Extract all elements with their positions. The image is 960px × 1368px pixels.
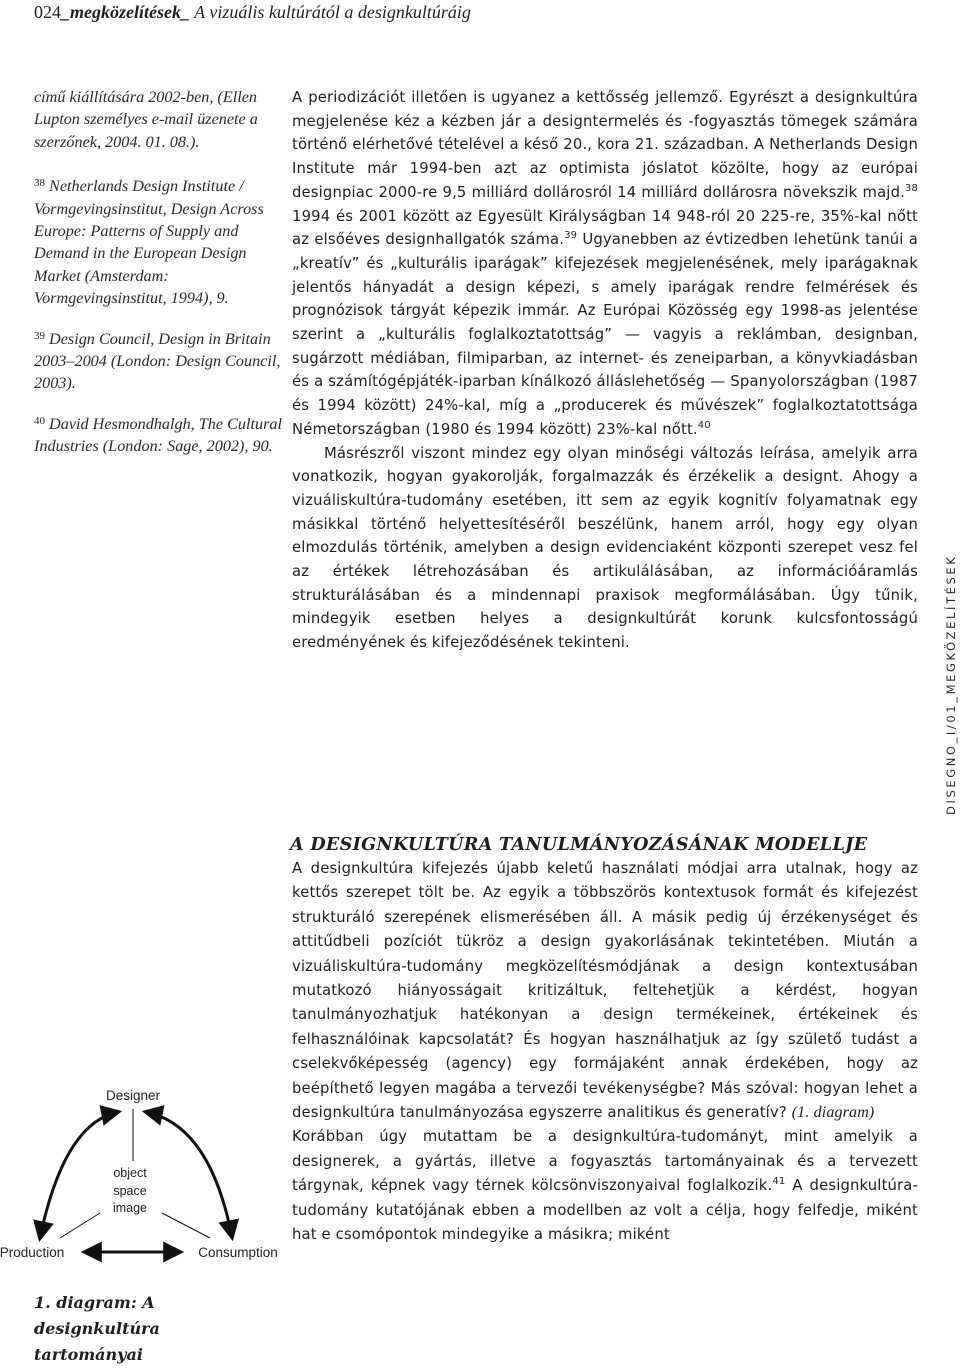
arrow-designer-production <box>40 1112 118 1238</box>
paragraph-text: Korábban úgy mutattam be a designkultúra-tudományt, mint amelyik a designerek, a gyártás, illetve a fogyasztás tartományainak és a tervezett tárgynak, képnek vagy térnek kölcsönviszonyaival foglalkozik. <box>292 1128 918 1195</box>
footnote-number: 39 <box>34 329 45 342</box>
paragraph-earlier-model <box>292 1125 918 1247</box>
footnote-ref-40[interactable]: 40 <box>697 419 711 431</box>
link-production-center <box>60 1213 100 1238</box>
diagram-label-consumption: Consumption <box>198 1245 278 1260</box>
paragraph-qualitative-change: Másrészről viszont mindez egy olyan minőségi változás leírása, amelyik arra vonatkozik, hogyan gyakorolják, forgalmazzák és érzékelik a designt. Ahogy a vizuáliskultúra-tudomány esetében, itt sem az egyik kognitív folyamatnak egy másikkal történő helyettesítéséről beszélünk, hanem arról, hogy egy olyan elmozdulás történik, amelyben a design evidenciaként központi szerepet vesz fel az értékek létrehozásában és artikulálásában, az információáramlás strukturálásában és a mindennapi praxisok megformálásában. Úgy tűnik, mindegyik esetben helyes a designkultúrát korunk kulcsfontosságú eredményének és kifejeződésének tekinteni. <box>292 444 918 652</box>
paragraph-text: A periodizációt illetően is ugyanez a kettősség jellemző. Egyrészt a designkultúra megjelenése kéz a kézben jár a designtermelés és -fogyasztás tömegek számára történő elérhetővé tételével a késő 20., kora 21. században. A Netherlands Design Institute már 1994-ben azt az optimista jóslatot közölte, hogy az európai designpiac 2000-re 9,5 milliárd dollárosról 14 milliárd dollárosra növekszik majd. <box>292 89 918 201</box>
paragraph-text: A designkultúra-tudomány kutatójának ebben a modellben az volt a célja, hogy felfedje, miként hat e csomópontok mindegyike a másikra; miként <box>292 1177 918 1244</box>
footnote-number: 40 <box>34 414 45 427</box>
page-number: 024 <box>34 2 61 22</box>
paragraph-text: 1994 és 2001 között az Egyesült Királyságban 14 948-ról 20 225-re, 35%-kal nőtt az elsőéves designhallgatók száma. <box>292 207 918 249</box>
side-running-label: DISEGNO_I/01_MEGKÖZELÍTÉSEK <box>944 554 958 815</box>
body-text-upper <box>292 86 918 655</box>
diagram-label-designer: Designer <box>105 1088 161 1103</box>
footnote-ref-39[interactable]: 39 <box>564 230 578 242</box>
header-section: _megközelítések_ <box>61 2 190 22</box>
diagram-label-production: Production <box>0 1245 65 1260</box>
diagram-center-image: image <box>112 1201 148 1215</box>
link-consumption-center <box>162 1213 210 1238</box>
footnote-40 <box>34 413 284 458</box>
footnote-number: 38 <box>34 177 45 190</box>
footnote-ref-41[interactable]: 41 <box>772 1176 786 1188</box>
diagram-ref[interactable]: (1. diagram) <box>791 1104 875 1122</box>
footnote-38 <box>34 175 284 309</box>
running-header <box>34 2 471 23</box>
footnotes-column <box>34 86 284 476</box>
footnote-text: Netherlands Design Institute / Vormgevingsinstitut, Design Across Europe: Patterns of Supply and Demand in the European Design Market (Amsterdam: Vormgevingsinstitut, 1994), 9. <box>34 177 264 308</box>
body-text-lower <box>292 857 918 1248</box>
paragraph-dual-role <box>292 857 918 1125</box>
design-culture-diagram <box>0 1075 290 1275</box>
footnote-ref-38[interactable]: 38 <box>904 182 918 194</box>
footnote-text: Design Council, Design in Britain 2003–2004 (London: Design Council, 2003). <box>34 329 281 393</box>
footnote-text: David Hesmondhalgh, The Cultural Industries (London: Sage, 2002), 90. <box>34 414 282 456</box>
footnote-continued: című kiállítására 2002-ben, (Ellen Lupton személyes e-mail üzenete a szerzőnek, 2004. 01. 08.). <box>34 88 258 151</box>
diagram-caption: 1. diagram: A designkultúra tartományai <box>34 1293 160 1364</box>
paragraph-periodization <box>292 86 918 442</box>
diagram-center-space: space <box>113 1184 147 1198</box>
paragraph-text: Ugyanebben az évtizedben lehetünk tanúi a „kreatív” és „kulturális iparágak” kifejezések megjelenésének, mely iparágaknak jelentős hányadát a design képezi, s amely iparágak rendre felmérések és prognózisok tárgyát képezik immár. Az Európai Közösség egy 1998-as jelentése szerint a „kulturális foglalkoztatottság” — vagyis a reklámban, designban, sugárzott médiában, filmiparban, az internet- és zeneiparban, a könyvkiadásban és a számítógépjáték-iparban kínálkozó álláslehetőség — Spanyolországban (1987 és 1994 között) 24%-kal, míg a „producerek és művészek” foglalkoztatottsága Németországban (1980 és 1994 között) 23%-kal nőtt. <box>292 231 918 438</box>
header-title: A vizuális kultúrától a designkultúráig <box>194 2 471 22</box>
section-heading: A DESIGNKULTÚRA TANULMÁNYOZÁSÁNAK MODELLJE <box>290 834 868 855</box>
diagram-center-object: object <box>113 1166 147 1180</box>
footnote-39 <box>34 328 284 395</box>
arrow-designer-consumption <box>146 1112 232 1237</box>
paragraph-text: A designkultúra kifejezés újabb keletű használati módjai arra utalnak, hogy az kettős szerepet tölt be. Az egyik a többszörös kontextusok formát és kifejezést strukturáló szerepének elismerésében áll. A másik pedig új érzékenységet és attitűdbeli pozíciót tükröz a design gyakorlásának tekintetében. Miután a vizuáliskultúra-tudomány megközelítésmódjának a design kontextusában mutatkozó hiányosságait kritizáltuk, feltehetjük a kérdést, hogyan tanulmányozhatjuk hatékonyan a design termékeinek, értékeinek és felhasználóinak kapcsolatát? És hogyan használhatjuk az így születő tudást a cselekvőképesség (agency) egy formájaként annak érdekében, hogy az beépíthető legyen magába a tervezői tevékenységbe? Más szóval: hogyan lehet a designkultúra tanulmányozása egyszerre analitikus és generatív? <box>292 860 918 1122</box>
